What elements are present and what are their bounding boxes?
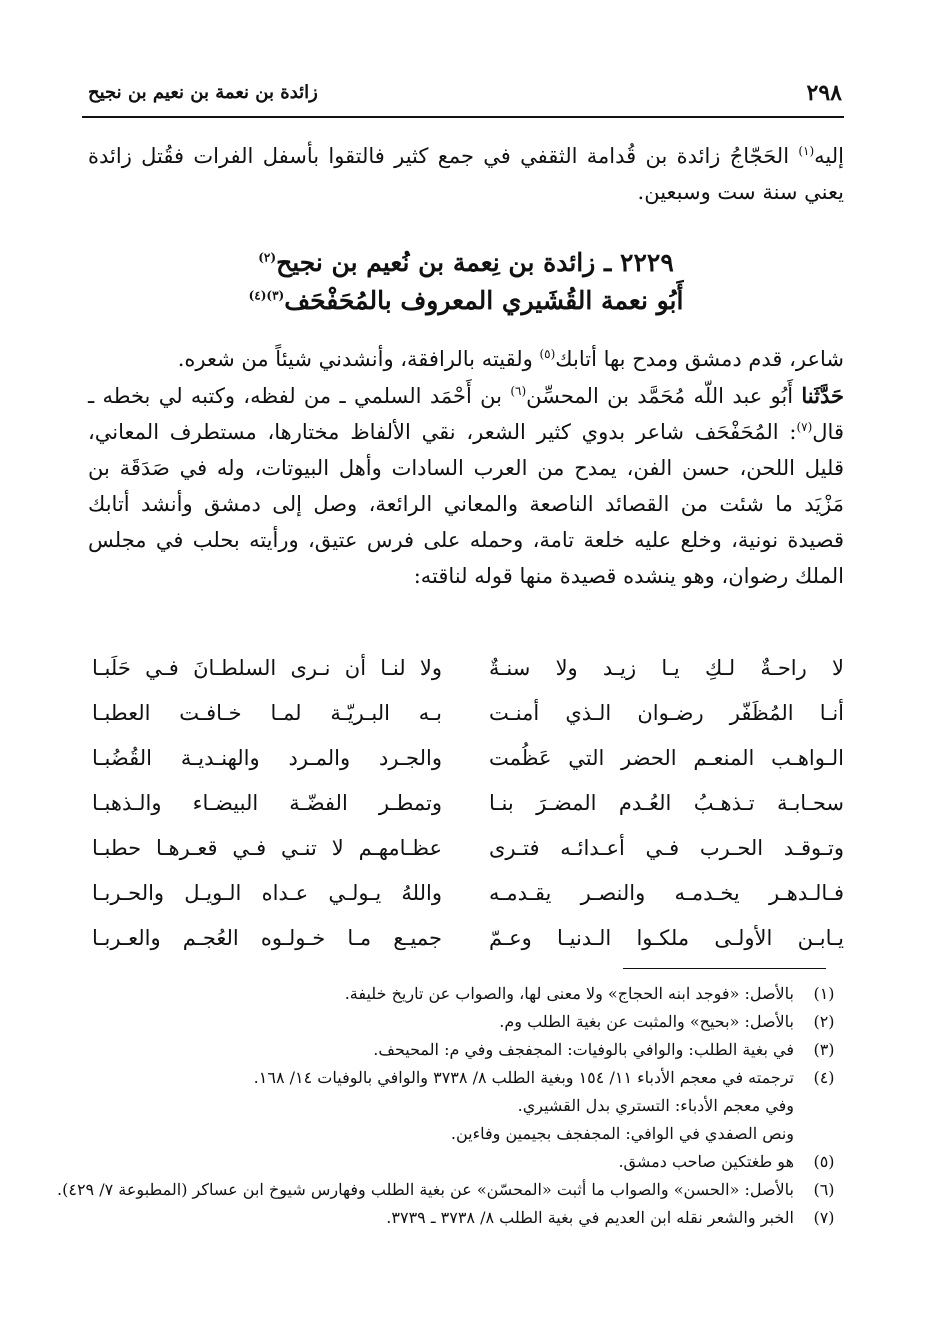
footnote-ref: (٦) [510,384,527,398]
footnote [54,1148,844,1176]
hadith-lead: حَدَّثَنا [801,383,844,408]
footnote-number: (٣) [813,1040,835,1059]
footnote-number: (٢) [813,1012,835,1031]
hemistich-first: الـواهـب المنعـم الحضر التي عَظُمت [489,746,844,770]
body-paragraph-2 [88,378,844,594]
entry-name: ٢٢٢٩ ـ زائدة بن نِعمة بن نُعيم بن نجيح [276,248,674,277]
entry-title [88,244,844,320]
body-text: شاعر، قدم دمشق ومدح بها أتابك [555,347,844,371]
footnote-text: بالأصل: «بحيح» والمثبت عن بغية الطلب وم. [499,1012,794,1031]
verse [88,695,844,740]
footnote-ref: (٧) [796,420,813,434]
footnote-text: في بغية الطلب: والوافي بالوفيات: المجفجف وفي م: المحيحف. [373,1040,794,1059]
header-rule [82,116,844,118]
footnote-text: الخبر والشعر نقله ابن العديم في بغية الطلب ٨/ ٣٧٣٨ ـ ٣٧٣٩. [386,1208,794,1227]
footnote-number: (٦) [813,1180,835,1199]
hemistich-first: لا راحـةٌ لـكِ يـا زيـد ولا سنـةٌ [489,656,844,680]
verse [88,650,844,695]
hemistich-first: سحـابـة تـذهـبُ العُـدم المضـرَ بنـا [489,791,844,815]
footnote-text: بالأصل: «فوجد ابنه الحجاج» ولا معنى لها، والصواب عن تاريخ خليفة. [344,984,794,1003]
footnote-rule [623,968,826,969]
hemistich-second: بـه البـريّـة لمـا خـافـت العطبـا [92,701,442,725]
hemistich-first: فـالـدهـر يخـدمـه والنصـر يقـدمـه [489,881,844,905]
footnote-number: (٧) [813,1208,835,1227]
intro-paragraph [88,138,844,210]
hemistich-second: واللهُ يـولـي عـداه الـويـل والحـربـا [92,881,442,905]
footnote-continuation [54,1092,844,1120]
footnote [54,1036,844,1064]
running-title: زائدة بن نعمة بن نعيم بن نجيح [88,82,318,103]
footnote-ref: (١) [798,144,815,158]
hemistich-first: وتـوقـد الحـرب فـي أعـدائـه فتـرى [489,836,844,860]
entry-kunya: أَبُو نعمة القُشَيري المعروف بالمُحَفْحَف [284,286,684,315]
page-number: ٢٩٨ [806,80,842,106]
verse [88,740,844,785]
footnote [54,1204,844,1232]
footnote-text: ترجمته في معجم الأدباء ١١/ ١٥٤ وبغية الطلب ٨/ ٣٧٣٨ والوافي بالوفيات ١٤/ ١٦٨. [253,1068,794,1087]
hemistich-second: ولا لنـا أن نـرى السلطـانَ فـي حَلَبـا [92,656,442,680]
hemistich-first: أنـا المُظَفّر رضـوان الـذي أمنـت [489,701,844,725]
footnote-number: (٤) [813,1068,835,1087]
footnote [54,1064,844,1092]
hemistich-second: جميـع مـا خـولـوه العُجـم والعـربـا [92,926,442,950]
footnote [54,980,844,1008]
intro-text: الحَجّاجُ زائدة بن قُدامة الثقفي في جمع كثير فالتقوا بأسفل الفرات فقُتل زائدة يعني سنة ست وسبعين. [88,144,844,204]
footnote [54,1176,844,1204]
footnote-continuation [54,1120,844,1148]
running-header [82,76,842,114]
intro-word: إليه [814,144,844,168]
footnote-ref: (٢) [258,250,277,265]
body-text: بن أَحْمَد السلمي ـ من لفظه، وكتبه لي بخطه ـ قال [88,384,844,444]
verse [88,920,844,965]
entry-title-line-2 [88,282,844,320]
footnote-text: ونص الصفدي في الوافي: المجفجف بجيمين وفاءين. [450,1124,794,1143]
entry-title-line-1 [88,244,844,282]
hemistich-first: يـابـن الأولـى ملكـوا الـدنيـا وعـمّ [489,926,844,950]
footnote [54,1008,844,1036]
body-text: : المُحَفْحَف شاعر بدوي كثير الشعر، نقي الألفاظ مختارها، مستطرف المعاني، قليل اللحن، حسن الفن، يمدح من العرب السادات وأهل البيوتات، وله في صَدَقَة بن مَزْيَد ما شئت من القصائد الناصعة والمعاني الرائعة، وصل إلى دمشق وأنشد أتابك قصيدة نونية، وخلع عليه خلعة تامة، وحمله على فرس عتيق، ورأيته بحلب في مجلس الملك رضوان، وهو ينشده قصيدة منها قوله لناقته: [88,420,844,588]
hemistich-second: عظـامهـم لا تنـي فـي قعـرهـا حطبـا [92,836,442,860]
hemistich-second: والجـرد والمـرد والهنـديـة القُضُبـا [92,746,442,770]
footnote-text: هو طغتكين صاحب دمشق. [618,1152,794,1171]
body-paragraph-1 [88,341,844,377]
verse [88,830,844,875]
footnote-ref: (٥) [539,347,556,361]
footnote-text: بالأصل: «الحسن» والصواب ما أثبت «المحسّن» عن بغية الطلب وفهارس شيوخ ابن عساكر (المطبوعة ٧/ ٤٢٩). [57,1180,794,1199]
footnote-number: (٥) [813,1152,835,1171]
footnote-ref: (٣)(٤) [248,288,285,303]
footnotes [54,980,844,1232]
body-text: ولقيته بالرافقة، وأنشدني شيئاً من شعره. [177,347,540,371]
hemistich-second: وتمطـر الفضّـة البيضـاء والـذهبـا [92,791,442,815]
footnote-text: وفي معجم الأدباء: التستري بدل القشيري. [517,1096,794,1115]
verse [88,785,844,830]
footnote-number: (١) [813,984,835,1003]
poem [88,650,844,965]
verse [88,875,844,920]
body-text: أَبُو عبد اللّه مُحَمَّد بن المحسِّن [526,384,802,408]
